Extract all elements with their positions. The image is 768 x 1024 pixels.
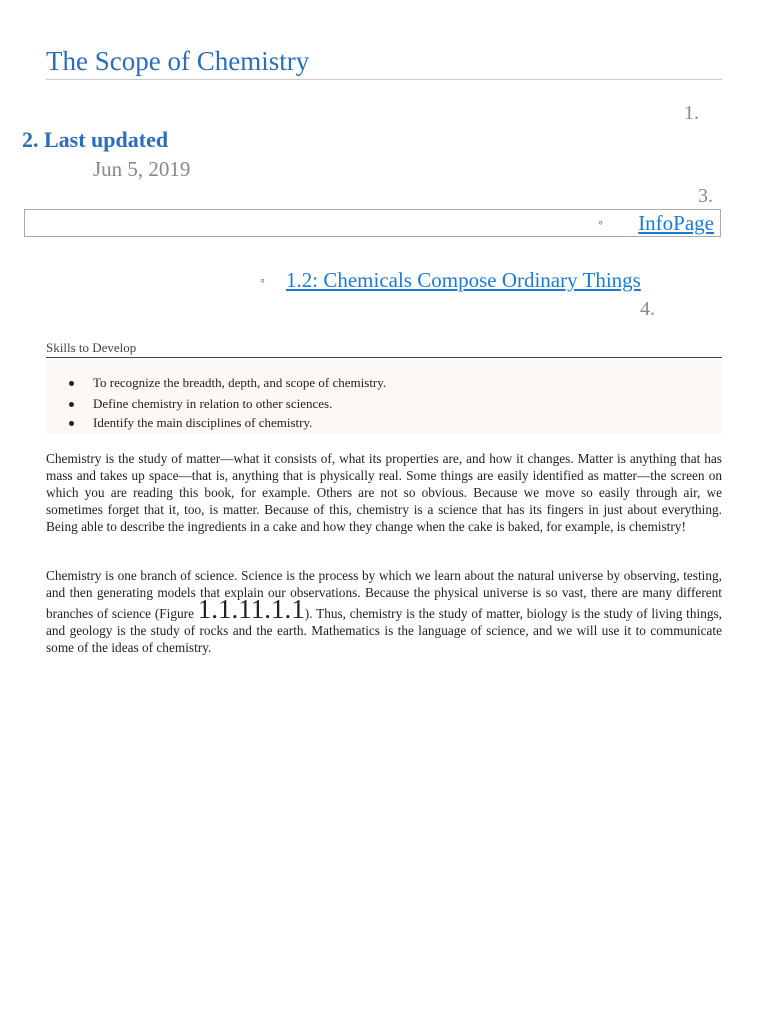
paragraph-2-text-start: Chemistry is one branch of science. Science is the process by which we learn about the natural universe by observing, testing, and then generating models that explain our observations. Because the physical universe is so vast, there are many different branches of science (Figure — [46, 568, 722, 621]
list-item — [93, 415, 312, 431]
next-page-link[interactable]: 1.2: Chemicals Compose Ordinary Things — [286, 268, 641, 292]
skill-text: To recognize the breadth, depth, and scope of chemistry. — [93, 375, 387, 390]
bullet-icon — [69, 421, 74, 426]
list-number-4: 4. — [640, 298, 655, 320]
list-item — [93, 396, 332, 412]
last-updated-date: Jun 5, 2019 — [93, 157, 191, 181]
skills-header: Skills to Develop — [46, 340, 722, 358]
circle-bullet-icon: ◦ — [598, 216, 603, 231]
list-item — [93, 375, 386, 391]
skill-text: Define chemistry in relation to other sciences. — [93, 396, 333, 411]
infopage-link[interactable]: InfoPage — [638, 211, 714, 235]
circle-bullet-icon: ◦ — [260, 274, 265, 289]
bullet-icon — [69, 381, 74, 386]
body-paragraph-1: Chemistry is the study of matter—what it consists of, what its properties are, and how it changes. Matter is anything that has mass and takes up space—that is, anything that is physically real. Some things are easily identified as matter—the screen on which you are reading this book, for example. Others are not so obvious. Because we move so easily through air, we sometimes forget that it, too, is matter. Because of this, chemistry is a science that has its fingers in just about everything. Being able to describe the ingredients in a cake and how they change when the cake is baked, for example, is chemistry! — [46, 451, 722, 534]
last-updated-label: 2. Last updated — [22, 127, 169, 152]
skill-text: Identify the main disciplines of chemistry. — [93, 415, 313, 430]
figure-number: 1.1.11.1.1 — [197, 594, 305, 624]
list-number-3: 3. — [698, 185, 713, 207]
infopage-box — [24, 209, 721, 237]
page-title: The Scope of Chemistry — [46, 44, 722, 80]
paragraph-2-text-end: ). Thus, chemistry is the study of matter, biology is the study of living things, and geology is the study of rocks and the earth. Mathematics is the language of science, and we will use it to communicate some of the ideas of chemistry. — [46, 606, 722, 655]
bullet-icon — [69, 402, 74, 407]
skills-box — [46, 360, 722, 434]
list-number-1: 1. — [684, 102, 699, 124]
body-paragraph-2 — [46, 567, 722, 656]
